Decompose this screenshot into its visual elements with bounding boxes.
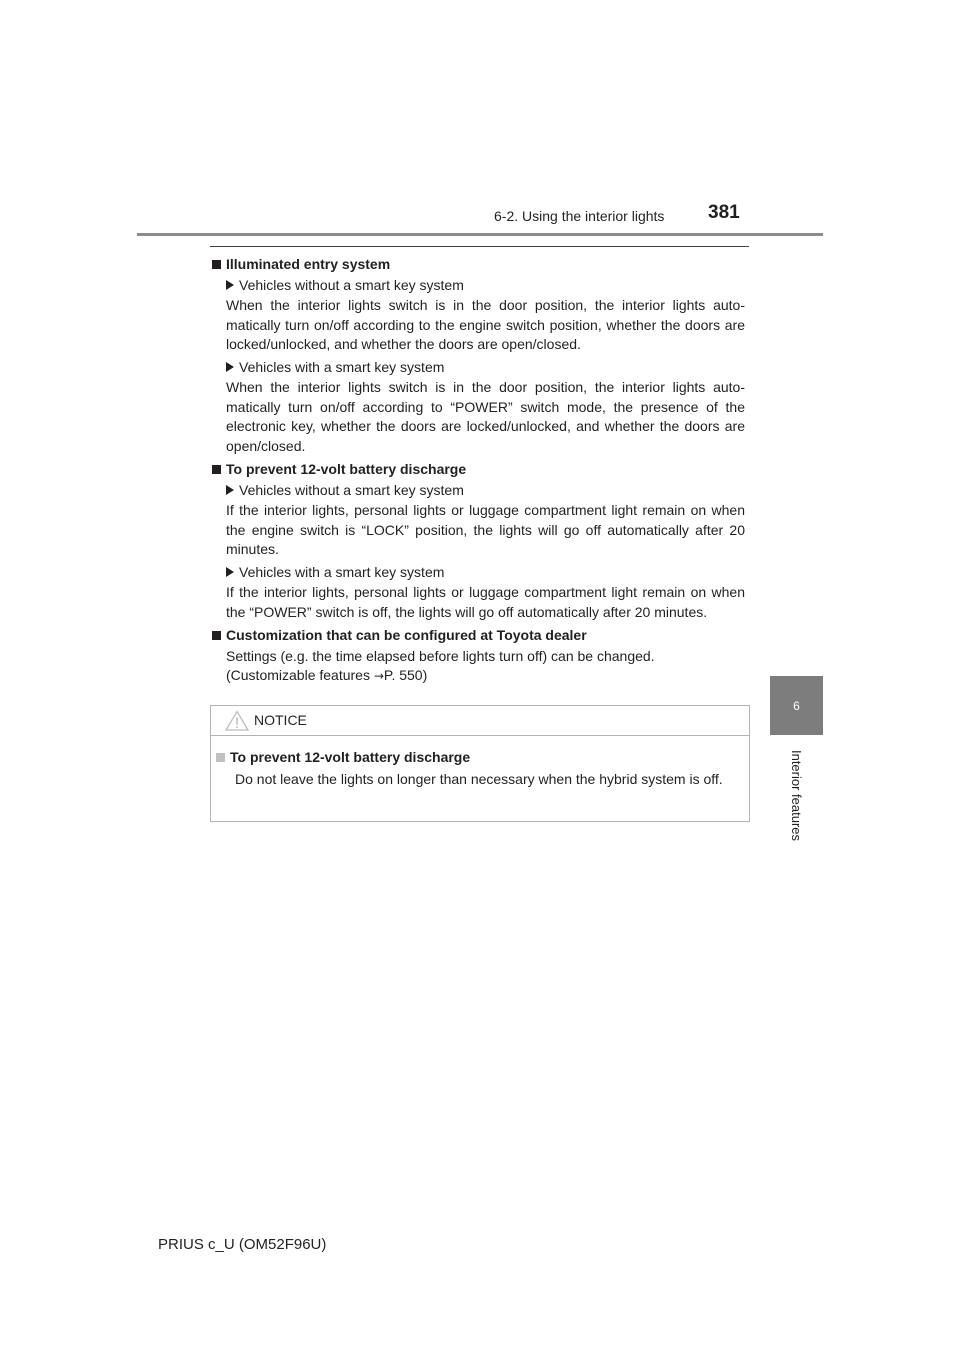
paragraph: When the interior lights switch is in the door position, the interior lights auto- matically turn on/off according to “POWER” switch mode, the presence of the electronic key, whether the doors are locked/unlocked, and whether the doors are open/closed. [226, 379, 745, 454]
sub-item-label: Vehicles with a smart key system [239, 358, 445, 375]
paragraph: If the interior lights, personal lights or luggage compartment light remain on when the “POWER” switch is off, the lights will go off automatically after 20 minutes. [226, 584, 745, 620]
square-bullet-icon [212, 260, 221, 269]
page-number: 381 [708, 202, 740, 223]
chapter-tab[interactable] [770, 676, 823, 735]
triangle-bullet-icon [226, 567, 234, 577]
section-heading [210, 460, 745, 480]
heading-text: Illuminated entry system [226, 256, 391, 272]
notice-body [211, 736, 749, 789]
section-heading [210, 255, 745, 275]
paragraph: If the interior lights, personal lights or luggage compartment light remain on when the engine switch is “LOCK” position, the lights will go off automatically after 20 minutes. [226, 502, 745, 557]
notice-heading-text: To prevent 12-volt battery discharge [230, 749, 471, 765]
paragraph [226, 647, 745, 687]
paragraph: When the interior lights switch is in the door position, the interior lights auto- matically turn on/off according to the engine switch position, whether the doors are locked/unlocked, and whether the doors are open/closed. [226, 297, 745, 352]
warning-triangle-icon [225, 710, 249, 731]
sub-item-label: Vehicles with a smart key system [239, 563, 445, 580]
content-rule [210, 246, 749, 247]
notice-box [210, 705, 750, 822]
square-bullet-icon [212, 465, 221, 474]
notice-header [211, 706, 749, 736]
arrow-right-icon: → [373, 669, 384, 683]
sub-item [226, 481, 745, 501]
sub-item-label: Vehicles without a smart key system [239, 481, 464, 498]
sub-item-label: Vehicles without a smart key system [239, 276, 464, 293]
customization-line: Settings (e.g. the time elapsed before lights turn off) can be changed. [226, 647, 655, 664]
footer-model: PRIUS c_U (OM52F96U) [158, 1236, 327, 1253]
section-heading [210, 626, 745, 646]
notice-text: Do not leave the lights on longer than necessary when the hybrid system is off. [235, 770, 723, 787]
header-rule [137, 233, 823, 236]
square-bullet-icon [212, 631, 221, 640]
chapter-label-container [770, 735, 823, 855]
triangle-bullet-icon [226, 280, 234, 290]
notice-title: NOTICE [254, 712, 307, 728]
section-title: 6-2. Using the interior lights [494, 208, 665, 224]
sub-item [226, 358, 745, 378]
chapter-number: 6 [793, 698, 800, 713]
customization-reference[interactable] [226, 666, 745, 687]
sub-item [226, 276, 745, 296]
square-bullet-icon [216, 753, 225, 762]
triangle-bullet-icon [226, 485, 234, 495]
reference-prefix: (Customizable features [226, 667, 374, 683]
heading-text: To prevent 12-volt battery discharge [226, 461, 467, 477]
reference-page[interactable]: P. 550) [383, 667, 428, 683]
triangle-bullet-icon [226, 362, 234, 372]
sub-item [226, 563, 745, 583]
heading-text: Customization that can be configured at Toyota dealer [226, 627, 587, 643]
chapter-label: Interior features [789, 749, 805, 841]
main-content [210, 255, 745, 687]
notice-heading [216, 748, 743, 768]
